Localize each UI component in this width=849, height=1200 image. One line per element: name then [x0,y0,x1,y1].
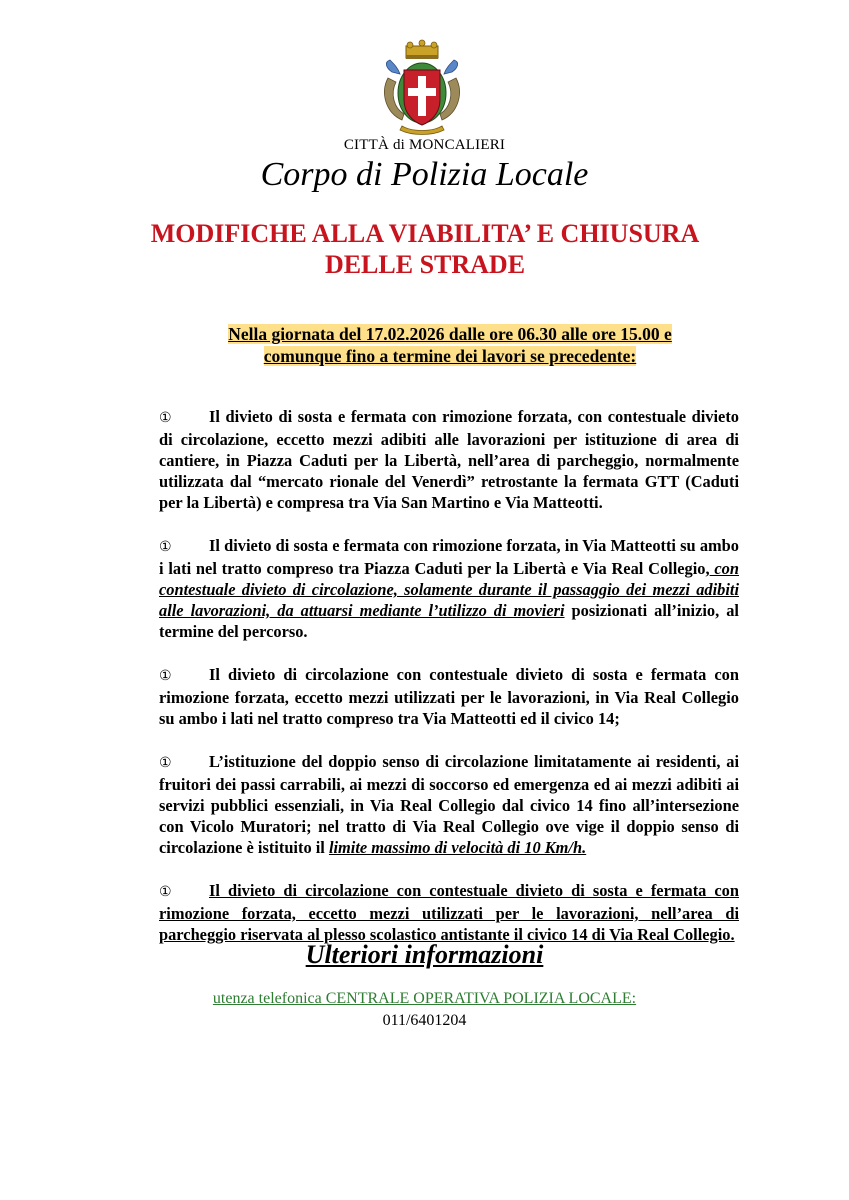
measure-item-3 [159,664,739,729]
more-info-heading: Ulteriori informazioni [305,940,544,969]
measures-list [159,406,739,945]
measure-text-end: posizionati all’inizio, al termine del percorso. [159,601,739,641]
bullet-icon: ① [159,411,172,426]
speed-limit-text: limite massimo di velocità di 10 Km/h. [328,838,587,857]
measure-item-1 [159,406,739,513]
bullet-icon: ① [159,669,172,684]
corps-name: Corpo di Polizia Locale [260,156,589,193]
bullet-icon: ① [159,885,172,900]
measure-text: Il divieto di circolazione con contestuale divieto di sosta e fermata con rimozione forzata, eccetto mezzi utilizzati per le lavorazioni, nell’area di parcheggio riservata al plesso scolastico antistante il civico 14 di Via Real Collegio. [159,881,739,944]
measure-item-5 [159,880,739,945]
date-banner-line-2: comunque fino a termine dei lavori se precedente: [263,346,637,366]
measure-text: L’istituzione del doppio senso di circolazione limitatamente ai residenti, ai fruitori dei passi carrabili, ai mezzi di soccorso ed emergenza ed ai mezzi adibiti ai servizi pubblici essenziali, in Via Real Collegio dal civico 14 fino all’intersezione con Vicolo Muratori; nel tratto di Via Real Collegio ove vige il doppio senso di circolazione è istituito il [159,752,739,857]
notice-title [90,218,760,280]
date-banner [180,323,720,367]
bullet-icon: ① [159,756,172,771]
measure-item-2 [159,535,739,642]
bullet-icon: ① [159,540,172,555]
measure-text-emphasis: con contestuale divieto di circolazione, solamente durante il passaggio dei mezzi adibiti alle lavorazioni, da attuarsi mediante l’utilizzo di movieri [159,559,739,620]
city-name: CITTÀ di MONCALIERI [343,137,506,153]
notice-title-line-1: MODIFICHE ALLA VIABILITA’ E CHIUSURA [150,219,700,248]
date-banner-line-1: Nella giornata del 17.02.2026 dalle ore 06.30 alle ore 15.00 e [228,324,672,344]
measure-text: Il divieto di sosta e fermata con rimozione forzata, in Via Matteotti su ambo i lati nel tratto compreso tra Piazza Caduti per la Libertà e Via Real Collegio, [159,536,739,578]
measure-text: Il divieto di sosta e fermata con rimozione forzata, con contestuale divieto di circolazione, eccetto mezzi adibiti alle lavorazioni per istituzione di area di cantiere, in Piazza Caduti per la Libertà, nell’area di parcheggio, normalmente utilizzata dal “mercato rionale del Venerdì” retrostante la fermata GTT (Caduti per la Libertà) e compresa tra Via San Martino e Via Matteotti. [159,407,739,512]
city-crest-logo [372,38,472,138]
measure-text: Il divieto di circolazione con contestuale divieto di sosta e fermata con rimozione forzata, eccetto mezzi utilizzati per le lavorazioni, in Via Real Collegio su ambo i lati nel tratto compreso tra Via Matteotti ed il civico 14; [159,665,739,728]
phone-number: 011/6401204 [382,1012,467,1029]
phone-label-link[interactable]: utenza telefonica CENTRALE OPERATIVA POLIZIA LOCALE: [212,990,637,1007]
measure-item-4 [159,751,739,858]
notice-title-line-2: DELLE STRADE [324,250,526,279]
